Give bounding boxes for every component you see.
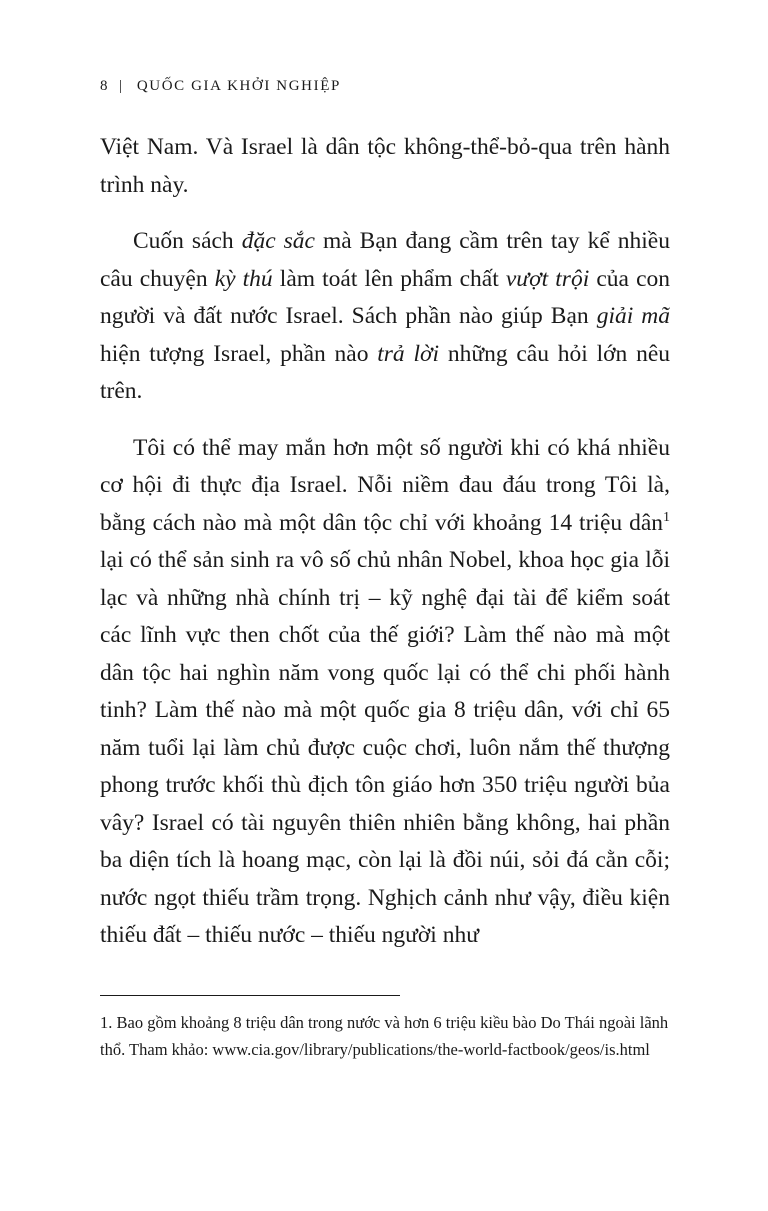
text-run: những câu hỏi lớn nêu trên. <box>100 340 670 404</box>
footnote-text: Bao gồm khoảng 8 triệu dân trong nước và hơn 6 triệu kiều bào Do Thái ngoài lãnh thổ. Tham khảo: www.cia.gov/library/publications/the-world-factbook/geos/is.html <box>100 1013 669 1059</box>
emphasis-text: đặc sắc <box>241 228 315 254</box>
text-run: Việt Nam. Và Israel là dân tộc không-thể-bỏ-qua trên hành trình này. <box>100 134 670 198</box>
emphasis-text: kỳ thú <box>214 265 273 292</box>
footnote-number: 1. <box>100 1013 113 1032</box>
text-run: lại có thể sản sinh ra vô số chủ nhân Nobel, khoa học gia lỗi lạc và những nhà chính trị – kỹ nghệ đại tài để kiểm soát các lĩnh vực then chốt của thế giới? Làm thế nào mà một dân tộc hai nghìn năm vong quốc lại có thể chi phối hành tinh? Làm thế nào mà một quốc gia 8 triệu dân, với chỉ 65 năm tuổi lại làm chủ được cuộc chơi, luôn nắm thế thượng phong trước khối thù địch tôn giáo hơn 350 triệu người bủa vây? Israel có tài nguyên thiên nhiên bằng không, hai phần ba diện tích là hoang mạc, còn lại là đồi núi, sỏi đá cằn cỗi; nước ngọt thiếu trầm trọng. Nghịch cảnh như vậy, điều kiện thiếu đất – thiếu nước – thiếu người như <box>100 547 670 948</box>
emphasis-text: trả lời <box>377 340 440 367</box>
paragraph <box>100 430 670 955</box>
page-folio: 8 <box>100 78 108 94</box>
footnote-area <box>100 995 670 1063</box>
running-head-title: QUỐC GIA KHỞI NGHIỆP <box>136 78 341 94</box>
emphasis-text: giải mã <box>596 303 670 329</box>
text-run: Cuốn sách <box>133 228 242 254</box>
page-content <box>100 0 670 955</box>
footnote-rule <box>100 995 400 996</box>
body-text <box>100 129 670 955</box>
text-run: mà Bạn đang cầm trên tay kể nhiều câu chuyện <box>100 228 670 292</box>
footnote-1 <box>100 1009 670 1063</box>
running-head-separator: | <box>118 78 124 94</box>
text-run: làm toát lên phẩm chất <box>272 265 506 292</box>
paragraph <box>100 129 670 204</box>
footnote-reference: 1 <box>663 509 670 525</box>
text-run: hiện tượng Israel, phần nào <box>100 340 378 367</box>
paragraph <box>100 223 670 411</box>
text-run: Tôi có thể may mắn hơn một số người khi có khá nhiều cơ hội đi thực địa Israel. Nỗi niềm đau đáu trong Tôi là, bằng cách nào mà một dân tộc chỉ với khoảng 14 triệu dân <box>100 434 670 536</box>
running-head <box>100 78 670 95</box>
text-run: của con người và đất nước Israel. Sách phần nào giúp Bạn <box>100 265 670 329</box>
emphasis-text: vượt trội <box>505 265 590 292</box>
